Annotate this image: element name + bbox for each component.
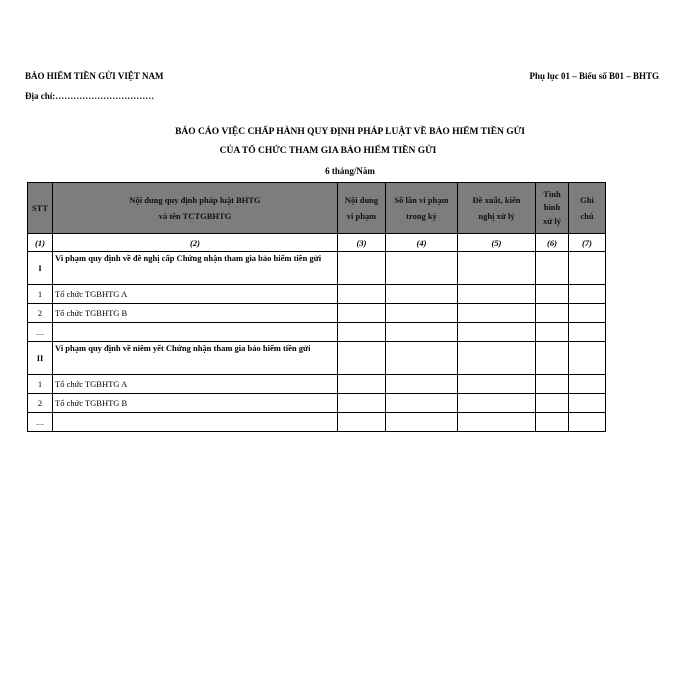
section-row [28, 252, 606, 285]
table-row [28, 323, 606, 342]
report-period: 6 tháng/Năm [325, 166, 375, 176]
header-content: Nội dung quy định pháp luật BHTG và tên TCTGBHTG [53, 183, 338, 234]
header-violation: Nội dung vi phạm [338, 183, 386, 234]
row-name: Tổ chức TGBHTG B [53, 304, 338, 323]
col-number: (2) [53, 234, 338, 252]
row-name [53, 413, 338, 432]
col-number: (7) [569, 234, 606, 252]
col-number: (4) [386, 234, 458, 252]
table-row [28, 375, 606, 394]
section-stt: II [28, 342, 53, 375]
table-row [28, 394, 606, 413]
row-stt: 1 [28, 375, 53, 394]
row-name: Tổ chức TGBHTG A [53, 285, 338, 304]
table-row [28, 285, 606, 304]
header-violation-count: Số lần vi phạm trong kỳ [386, 183, 458, 234]
header-proposal: Đề xuất, kiến nghị xử lý [458, 183, 536, 234]
col-number: (3) [338, 234, 386, 252]
section-title: Vi phạm quy định về niêm yết Chứng nhận tham gia bảo hiểm tiền gửi [53, 342, 338, 375]
table-row [28, 413, 606, 432]
row-stt: 2 [28, 394, 53, 413]
row-name: Tổ chức TGBHTG B [53, 394, 338, 413]
header-status: Tình hình xử lý [536, 183, 569, 234]
report-title: BÁO CÁO VIỆC CHẤP HÀNH QUY ĐỊNH PHÁP LUẬT VỀ BẢO HIỂM TIỀN GỬI [175, 127, 525, 137]
section-row [28, 342, 606, 375]
organization-name: BẢO HIỂM TIỀN GỬI VIỆT NAM [25, 71, 164, 81]
col-number: (6) [536, 234, 569, 252]
row-name: Tổ chức TGBHTG A [53, 375, 338, 394]
row-stt: 1 [28, 285, 53, 304]
header-note: Ghi chú [569, 183, 606, 234]
appendix-label: Phụ lục 01 – Biểu số B01 – BHTG [529, 71, 659, 81]
table-header-row [28, 183, 606, 234]
address-line: Địa chỉ:…………………………… [25, 91, 155, 101]
table-row [28, 304, 606, 323]
row-stt: 2 [28, 304, 53, 323]
header-stt: STT [28, 183, 53, 234]
row-stt: … [28, 323, 53, 342]
column-number-row [28, 234, 606, 252]
row-name [53, 323, 338, 342]
row-stt: … [28, 413, 53, 432]
col-number: (1) [28, 234, 53, 252]
section-title: Vi phạm quy định về đề nghị cấp Chứng nhận tham gia bảo hiểm tiền gửi [53, 252, 338, 285]
col-number: (5) [458, 234, 536, 252]
report-table [27, 182, 606, 432]
section-stt: I [28, 252, 53, 285]
report-subtitle: CỦA TỔ CHỨC THAM GIA BẢO HIỂM TIỀN GỬI [219, 146, 437, 156]
